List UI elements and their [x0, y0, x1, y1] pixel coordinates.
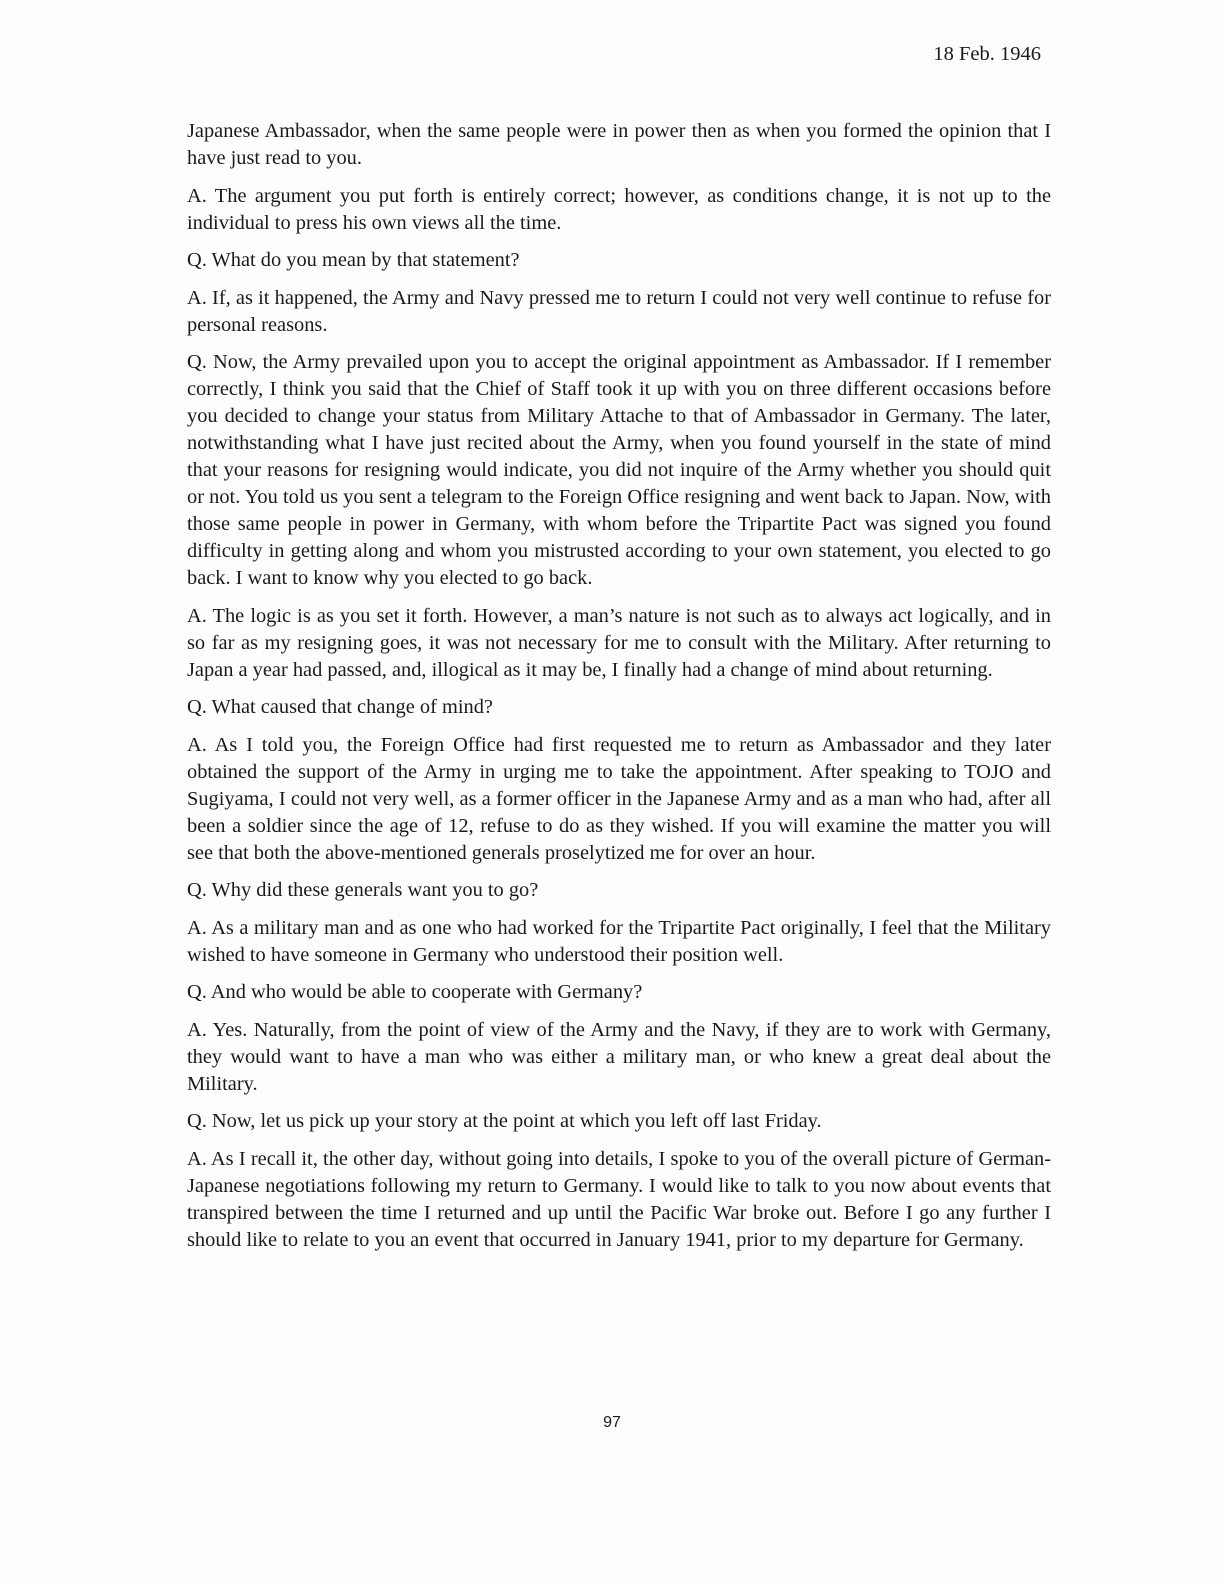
answer-paragraph: A. As I told you, the Foreign Office had first requested me to return as Ambassador and they later obtained the support of the Army in urging me to take the appointment. After speaking to TOJO and Sugiyama, I could not very well, as a former officer in the Japanese Army and as a man who had, after all been a soldier since the age of 12, refuse to do as they wished. If you will examine the matter you will see that both the above-mentioned generals proselytized me for over an hour.	[187, 733, 1051, 864]
question-paragraph: Q. And who would be able to cooperate with Germany?	[187, 981, 643, 1003]
question-paragraph: Q. Now, let us pick up your story at the point at which you left off last Friday.	[187, 1110, 822, 1132]
answer-paragraph: A. If, as it happened, the Army and Navy pressed me to return I could not very well continue to refuse for personal reasons.	[187, 286, 1051, 336]
interrogation-transcript	[187, 118, 1051, 1264]
question-paragraph: Q. Why did these generals want you to go?	[187, 879, 539, 901]
question-paragraph: Q. What do you mean by that statement?	[187, 249, 520, 271]
answer-paragraph: A. As I recall it, the other day, without going into details, I spoke to you of the overall picture of German-Japanese negotiations following my return to Germany. I would like to talk to you now about events that transpired between the time I returned and up until the Pacific War broke out. Before I go any further I should like to relate to you an event that occurred in January 1941, prior to my departure for Germany.	[187, 1147, 1051, 1251]
question-paragraph: Q. What caused that change of mind?	[187, 696, 493, 718]
page-date: 18 Feb. 1946	[933, 43, 1041, 65]
question-paragraph: Q. Now, the Army prevailed upon you to accept the original appointment as Ambassador. If I remember correctly, I think you said that the Chief of Staff took it up with you on three different occasions before you decided to change your status from Military Attache to that of Ambassador in Germany. The later, notwithstanding what I have just recited about the Army, when you found yourself in the state of mind that your reasons for resigning would indicate, you did not inquire of the Army whether you should quit or not. You told us you sent a telegram to the Foreign Office resigning and went back to Japan. Now, with those same people in power in Germany, with whom before the Tripartite Pact was signed you found difficulty in getting along and whom you mistrusted according to your own statement, you elected to go back. I want to know why you elected to go back.	[187, 351, 1051, 589]
continuation-paragraph: Japanese Ambassador, when the same people were in power then as when you formed the opinion that I have just read to you.	[187, 120, 1051, 169]
answer-paragraph: A. The argument you put forth is entirely correct; however, as conditions change, it is not up to the individual to press his own views all the time.	[187, 184, 1051, 234]
page-number: 97	[603, 1414, 621, 1431]
answer-paragraph: A. As a military man and as one who had worked for the Tripartite Pact originally, I feel that the Military wished to have someone in Germany who understood their position well.	[187, 916, 1051, 966]
answer-paragraph: A. The logic is as you set it forth. However, a man’s nature is not such as to always act logically, and in so far as my resigning goes, it was not necessary for me to consult with the Military. After returning to Japan a year had passed, and, illogical as it may be, I finally had a change of mind about returning.	[187, 604, 1051, 681]
answer-paragraph: A. Yes. Naturally, from the point of view of the Army and the Navy, if they are to work with Germany, they would want to have a man who was either a military man, or who knew a great deal about the Military.	[187, 1018, 1051, 1095]
